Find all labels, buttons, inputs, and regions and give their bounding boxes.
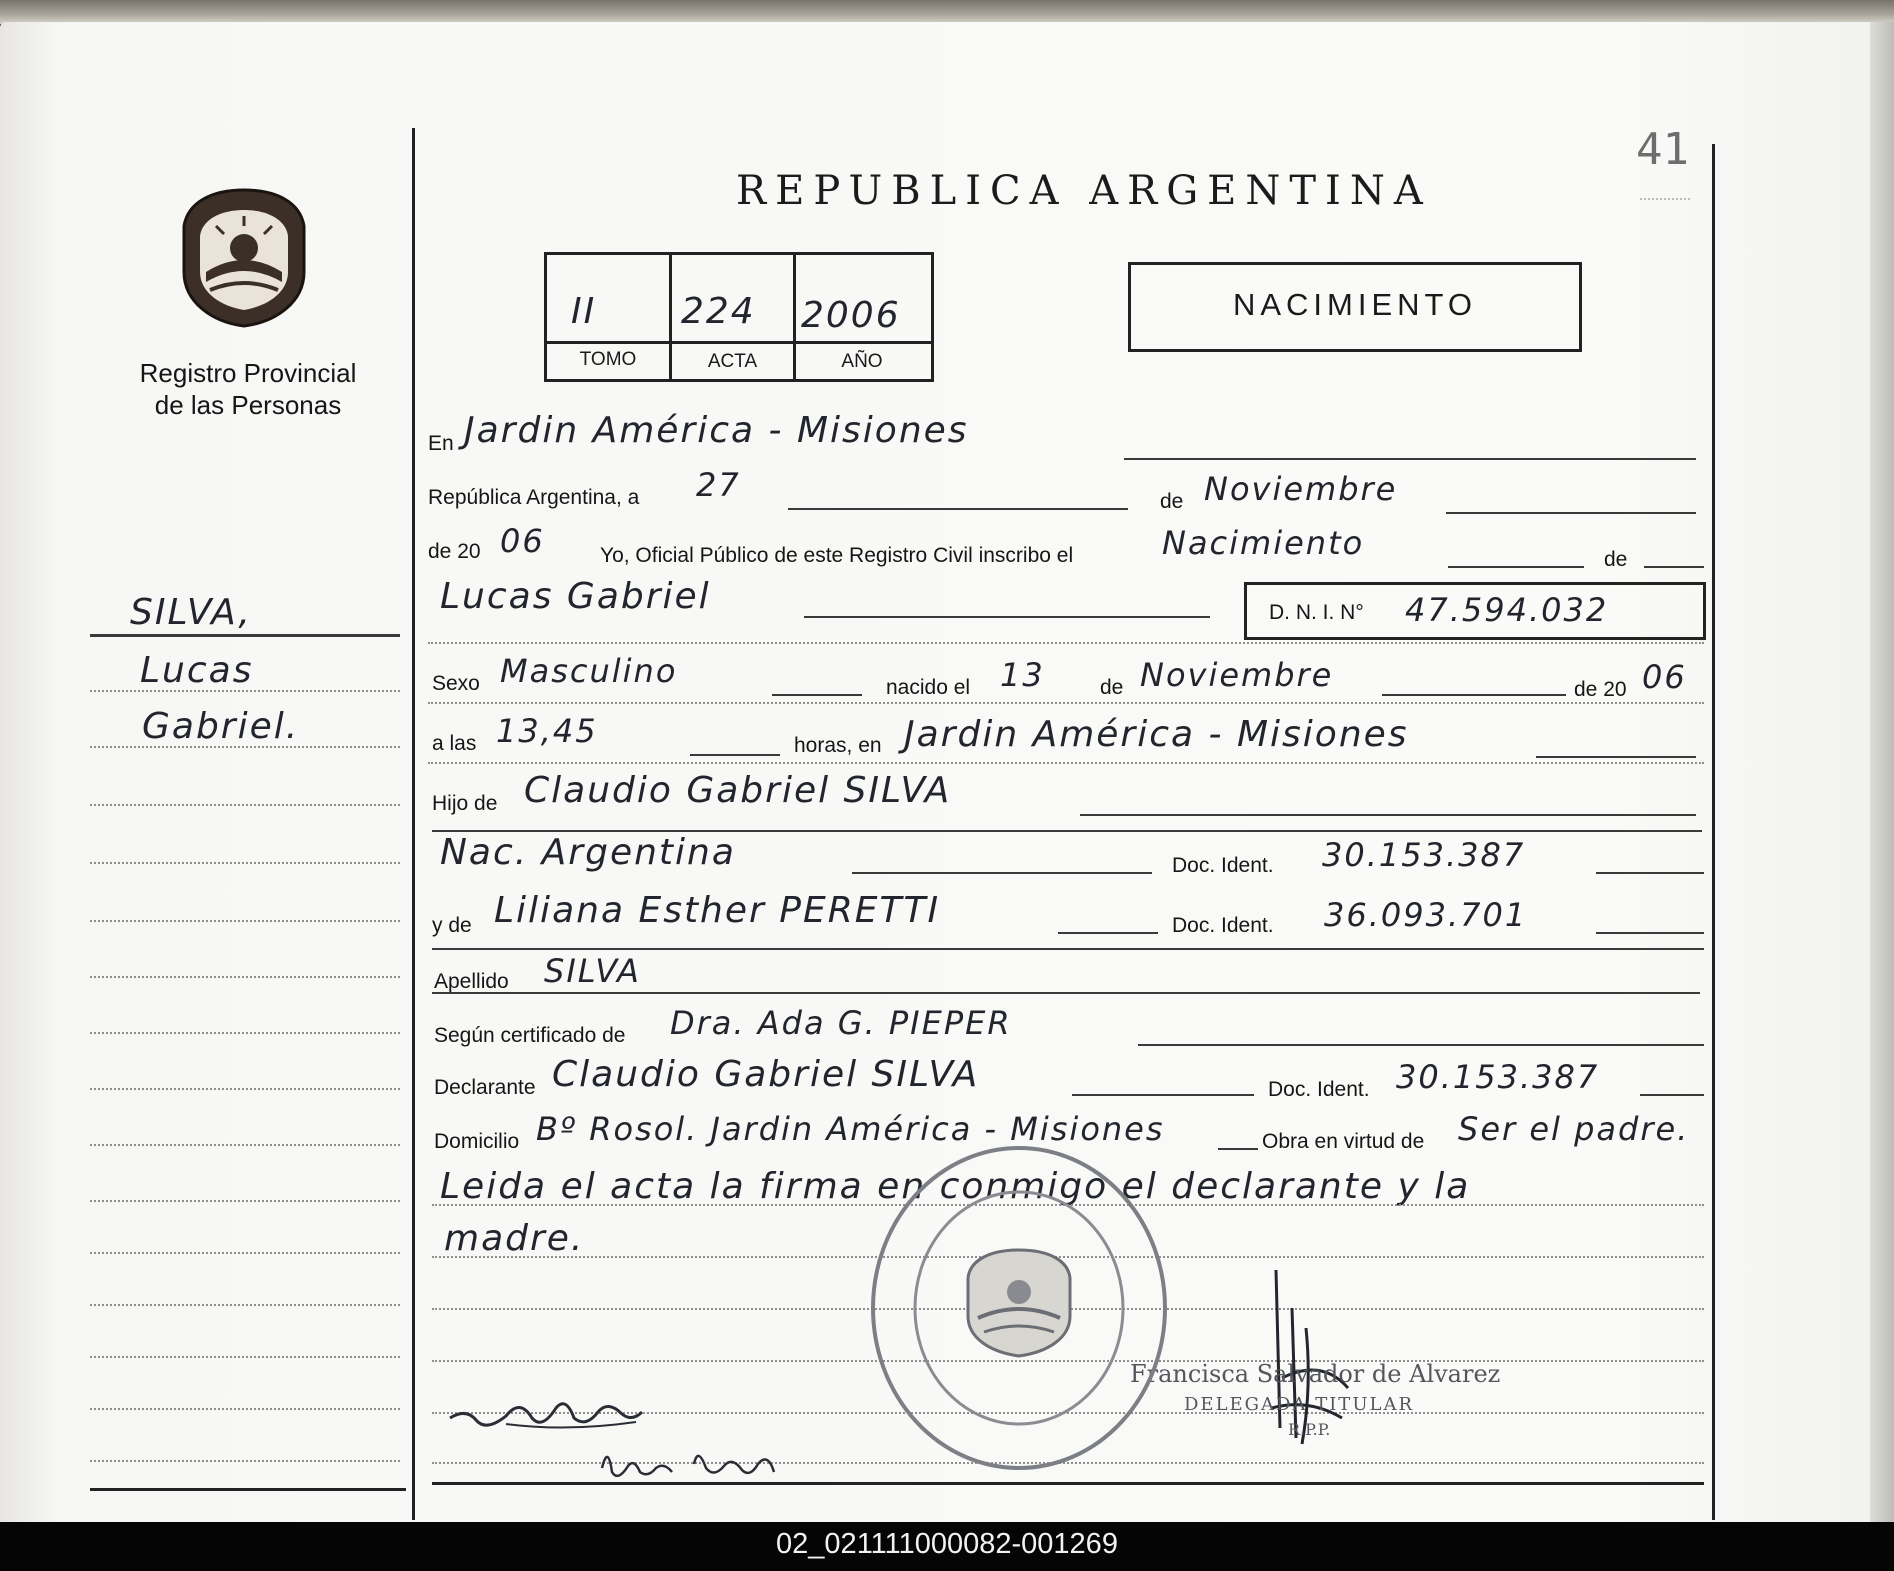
registry-name-line1: Registro Provincial <box>139 358 357 388</box>
yo-oficial-label: Yo, Oficial Público de este Registro Civil inscribo el <box>600 544 1074 567</box>
mother-line <box>432 948 1704 950</box>
form-dotline <box>428 642 1704 644</box>
birth-place-value: Jardin América - Misiones <box>904 714 1409 755</box>
right-border <box>1712 144 1715 1520</box>
record-type-label: NACIMIENTO <box>1232 287 1478 322</box>
declarante-doc-label: Doc. Ident. <box>1268 1078 1370 1101</box>
horas-en-label: horas, en <box>794 734 882 757</box>
birth-day-value: 13 <box>1000 656 1045 694</box>
registry-name-line2: de las Personas <box>154 390 342 420</box>
anio-value: 2006 <box>801 295 901 336</box>
month-underline <box>1446 512 1696 514</box>
declarante-value: Claudio Gabriel SILVA <box>552 1054 980 1095</box>
name-underline <box>804 616 1210 618</box>
mother-doc-value: 36.093.701 <box>1324 896 1528 934</box>
month-value: Noviembre <box>1204 470 1398 508</box>
de-label: de <box>1160 490 1184 513</box>
inscribo-value: Nacimiento <box>1162 524 1365 562</box>
domicilio-underline <box>1218 1148 1258 1150</box>
declarante-label: Declarante <box>434 1076 536 1099</box>
acta-value: 224 <box>681 291 756 332</box>
place-value: Jardin América - Misiones <box>464 410 969 451</box>
child-name-value: Lucas Gabriel <box>440 576 711 617</box>
apellido-line <box>432 992 1700 994</box>
father-doc-underline <box>1596 872 1704 874</box>
margin-line <box>90 1200 400 1202</box>
mother-name-value: Liliana Esther PERETTI <box>494 890 941 931</box>
de-underline <box>1644 566 1704 568</box>
sexo-label: Sexo <box>432 672 480 695</box>
apellido-value: SILVA <box>544 952 641 990</box>
de-label-3: de <box>1100 676 1124 699</box>
margin-line <box>90 804 400 806</box>
day-underline <box>788 508 1128 510</box>
declarante-doc-underline <box>1640 1094 1704 1096</box>
tomo-value: II <box>571 291 597 332</box>
nationality-underline <box>852 872 1152 874</box>
margin-line <box>90 920 400 922</box>
margin-given-name-1: Lucas <box>140 650 254 691</box>
nacido-label: nacido el <box>886 676 971 699</box>
official-stamp-name: Francisca Salvador de Alvarez <box>1130 1360 1501 1388</box>
official-stamp-role: DELEGADA TITULAR <box>1184 1394 1414 1415</box>
en-label: En <box>428 432 454 455</box>
father-doc-label: Doc. Ident. <box>1172 854 1274 877</box>
certificado-value: Dra. Ada G. PIEPER <box>670 1004 1012 1042</box>
de-label-2: de <box>1604 548 1628 571</box>
domicilio-value: Bº Rosol. Jardin América - Misiones <box>536 1110 1165 1148</box>
year-value: 06 <box>500 522 545 560</box>
mother-signature <box>598 1438 798 1494</box>
declarante-signature <box>446 1378 646 1438</box>
tomo-label: TOMO <box>579 349 637 370</box>
notes-line-2: madre. <box>444 1218 585 1259</box>
sexo-underline <box>772 694 862 696</box>
margin-divider <box>412 128 415 1520</box>
acta-label: ACTA <box>707 351 758 372</box>
image-code: 02_021111000082-001269 <box>776 1528 1118 1560</box>
dni-label: D. N. I. N° <box>1269 601 1364 624</box>
day-value: 27 <box>696 466 741 504</box>
margin-name-underline <box>90 634 400 637</box>
birth-month-underline <box>1382 694 1566 696</box>
record-id-box <box>544 252 934 382</box>
margin-line <box>90 1252 400 1254</box>
segun-certificado-label: Según certificado de <box>434 1024 626 1047</box>
form-dotline <box>428 702 1704 704</box>
y-de-label: y de <box>432 914 472 937</box>
margin-line <box>90 1304 400 1306</box>
father-doc-value: 30.153.387 <box>1322 836 1526 874</box>
form-dotline <box>428 762 1704 764</box>
anio-label: AÑO <box>841 351 883 372</box>
margin-line <box>90 746 400 748</box>
obra-label: Obra en virtud de <box>1262 1130 1425 1153</box>
republica-label: República Argentina, a <box>428 486 640 509</box>
domicilio-label: Domicilio <box>434 1130 520 1153</box>
birth-time-value: 13,45 <box>496 712 598 750</box>
official-stamp-org: R.P.P. <box>1288 1420 1331 1439</box>
document-title: REPUBLICA ARGENTINA <box>736 168 1432 214</box>
birth-year-value: 06 <box>1642 658 1687 696</box>
alas-label: a las <box>432 732 477 755</box>
margin-line <box>90 1408 400 1410</box>
mother-doc-underline <box>1596 932 1704 934</box>
margin-line <box>90 1032 400 1034</box>
record-type-box <box>1128 262 1582 352</box>
margin-line <box>90 1356 400 1358</box>
registry-seal <box>864 1140 1174 1476</box>
notes-line-1: Leida el acta la firma en conmigo el declarante y la <box>440 1166 1471 1207</box>
dni-value: 47.594.032 <box>1405 591 1609 629</box>
sexo-value: Masculino <box>500 652 678 690</box>
inscribo-underline <box>1448 566 1584 568</box>
mother-name-underline <box>1058 932 1158 934</box>
father-nationality-value: Nac. Argentina <box>440 832 736 873</box>
time-underline <box>690 754 780 756</box>
margin-line <box>90 862 400 864</box>
margin-line <box>90 1460 400 1462</box>
margin-line <box>90 1144 400 1146</box>
birth-month-value: Noviembre <box>1140 656 1334 694</box>
book-top-edge <box>0 0 1894 24</box>
father-name-underline <box>1080 814 1696 816</box>
page-edge <box>1870 22 1894 1522</box>
obra-value: Ser el padre. <box>1458 1110 1690 1148</box>
apellido-label: Apellido <box>434 970 509 993</box>
en-underline <box>1124 458 1696 460</box>
father-name-value: Claudio Gabriel SILVA <box>524 770 952 811</box>
margin-line <box>90 1088 400 1090</box>
certificado-underline <box>1138 1044 1704 1046</box>
page-number: 41 <box>1636 124 1689 175</box>
mother-doc-label: Doc. Ident. <box>1172 914 1274 937</box>
de20-label-2: de 20 <box>1574 678 1627 701</box>
margin-given-name-2: Gabriel. <box>142 706 300 747</box>
margin-line <box>90 690 400 692</box>
margin-surname: SILVA, <box>130 592 252 633</box>
dni-box <box>1244 582 1706 640</box>
birth-place-underline <box>1536 756 1696 758</box>
record-box-divider <box>547 341 931 344</box>
hijo-de-label: Hijo de <box>432 792 498 815</box>
de20-label: de 20 <box>428 540 481 563</box>
declarante-underline <box>1072 1094 1254 1096</box>
page-number-faded <box>1640 176 1690 200</box>
misiones-crest-logo <box>176 186 312 330</box>
margin-line <box>90 976 400 978</box>
margin-bottom-rule <box>90 1488 406 1491</box>
declarante-doc-value: 30.153.387 <box>1396 1058 1600 1096</box>
